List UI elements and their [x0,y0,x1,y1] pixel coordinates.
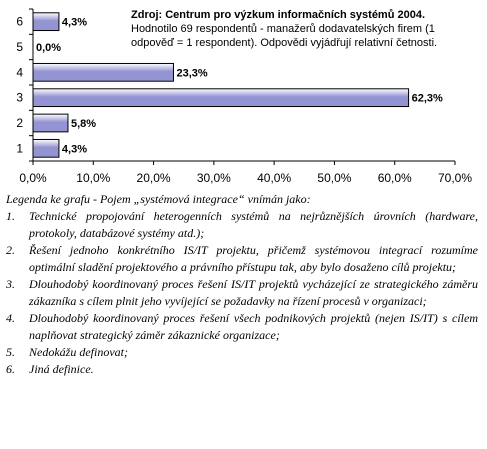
y-category-label: 1 [16,141,23,156]
data-label: 62,3% [411,92,443,105]
y-category-label: 5 [16,40,23,54]
legend-item [6,208,478,242]
legend-item-text: Nedokážu definovat; [29,345,128,359]
legend-item-number: 2. [6,243,15,257]
chart-legend [6,191,478,378]
y-category-label: 4 [16,65,23,80]
legend-item [6,361,478,378]
legend-title: Legenda ke grafu - Pojem „systémová integrace“ vnímán jako: [6,192,311,206]
legend-item-text: Dlouhodobý koordinovaný proces řešení IS/IT projektů vycházející ze strategického záměru zákazníka s cílem plnit jeho vyvíjející se požadavky na řízení procesů v organizaci; [29,277,478,308]
legend-item-text: Technické propojování heterogenních systémů na nejrůznějších úrovních (hardware, protokoly, databázové systémy atd.); [29,209,478,240]
source-line-2: odpověď = 1 respondent). Odpovědi vyjádřují relativní četnosti. [131,37,438,49]
legend-item-text: Dlouhodobý koordinovaný proces řešení všech podnikových projektů (nejen IS/IT) s cílem naplňovat strategický záměr zákaznické organizace; [29,311,478,342]
bar [33,89,409,107]
legend-item-number: 1. [6,209,15,223]
data-label: 4,3% [61,143,88,156]
x-tick-label: 40,0% [257,171,292,185]
x-tick-label: 70,0% [437,171,473,185]
source-line-1: Hodnotilo 69 respondentů - manažerů dodavatelských firem (1 [131,23,435,35]
legend-item-text: Řešení jednoho konkrétního IS/IT projektu, přičemž systémovou integrací rozumíme optimální sladění projektového a právního přístupu tak, aby bylo dosaženo cílů projektu; [29,243,478,274]
data-label: 5,8% [70,118,97,130]
legend-item [6,242,478,276]
bar [33,63,173,81]
legend-item [6,276,478,310]
legend-item-number: 6. [6,362,15,376]
data-label: 4,3% [61,16,88,29]
source-note [131,8,481,50]
data-label: 0,0% [36,42,62,54]
legend-item [6,344,478,361]
y-category-label: 2 [16,116,23,130]
x-tick-label: 20,0% [136,171,171,185]
y-category-label: 3 [16,90,23,105]
source-title: Zdroj: Centrum pro výzkum informačních systémů 2004. [131,9,426,21]
x-tick-label: 30,0% [196,171,231,185]
bar [33,13,59,31]
legend-list [6,208,478,378]
legend-item-number: 3. [6,277,15,291]
x-tick-label: 0,0% [19,171,47,185]
bar [33,114,68,132]
legend-item-number: 4. [6,311,15,325]
data-label: 23,3% [176,67,208,80]
y-category-label: 6 [16,14,23,29]
legend-item-number: 5. [6,345,15,359]
legend-item [6,310,478,344]
x-tick-label: 10,0% [76,171,111,185]
x-tick-label: 50,0% [317,171,352,185]
legend-item-text: Jiná definice. [29,362,94,376]
bar [33,139,59,157]
x-tick-label: 60,0% [377,171,412,185]
